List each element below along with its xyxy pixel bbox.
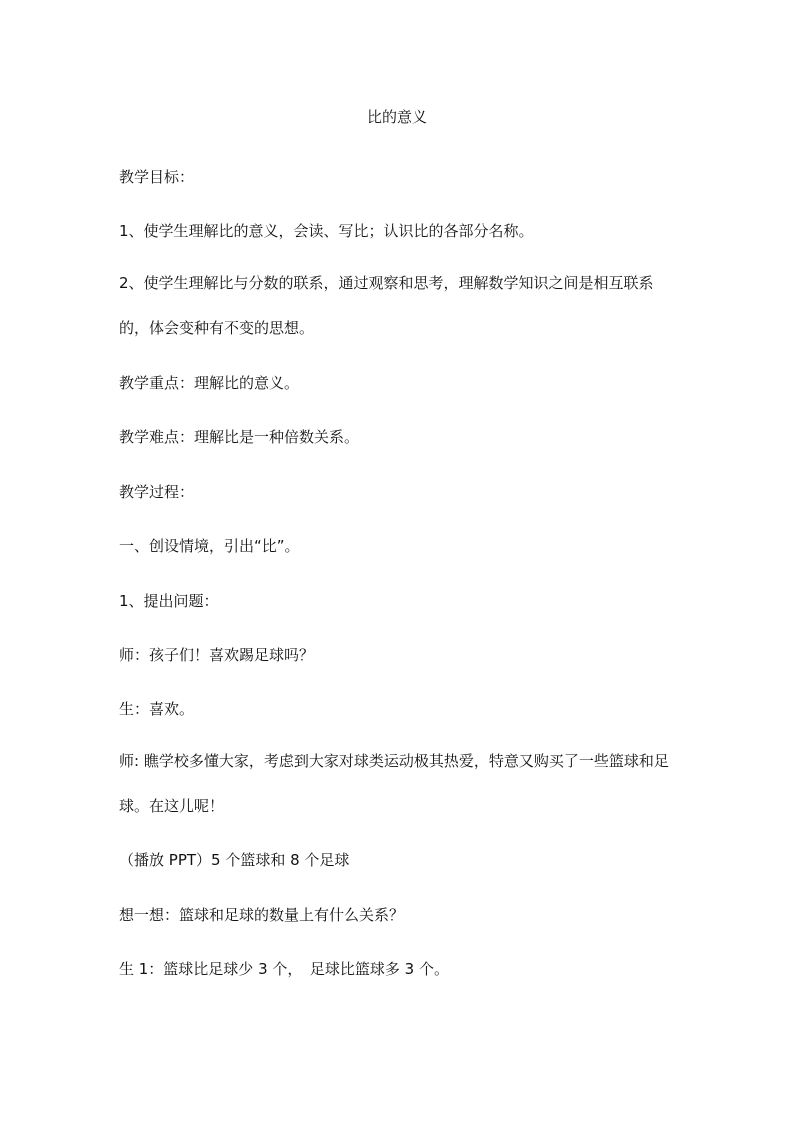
paragraph-think: 想一想：篮球和足球的数量上有什么关系？	[119, 906, 405, 924]
paragraph-teaching-objectives-heading: 教学目标：	[119, 168, 195, 186]
paragraph-raise-question: 1、提出问题：	[119, 592, 219, 610]
paragraph-student-1: 生 1：篮球比足球少 3 个， 足球比篮球多 3 个。	[119, 960, 449, 978]
document-title: 比的意义	[366, 108, 427, 126]
paragraph-difficulty: 教学难点：理解比是一种倍数关系。	[119, 428, 360, 446]
paragraph-teacher-question: 师：孩子们！喜欢踢足球吗？	[119, 646, 315, 664]
paragraph-teacher-statement: 师: 瞧学校多懂大家，考虑到大家对球类运动极其热爱，特意又购买了一些篮球和足球。在这儿呢！	[119, 752, 669, 815]
paragraph-key-point: 教学重点：理解比的意义。	[119, 374, 300, 392]
paragraph-objective-1: 1、使学生理解比的意义，会读、写比；认识比的各部分名称。	[119, 222, 534, 240]
paragraph-section-one: 一、创设情境，引出“比”。	[119, 537, 300, 555]
paragraph-objective-2: 2、使学生理解比与分数的联系，通过观察和思考，理解数学知识之间是相互联系的，体会变种有不变的思想。	[119, 274, 654, 337]
paragraph-student-answer: 生：喜欢。	[119, 700, 195, 718]
paragraph-play-ppt: （播放 PPT）5 个篮球和 8 个足球	[119, 851, 350, 869]
paragraph-process-heading: 教学过程：	[119, 483, 195, 501]
